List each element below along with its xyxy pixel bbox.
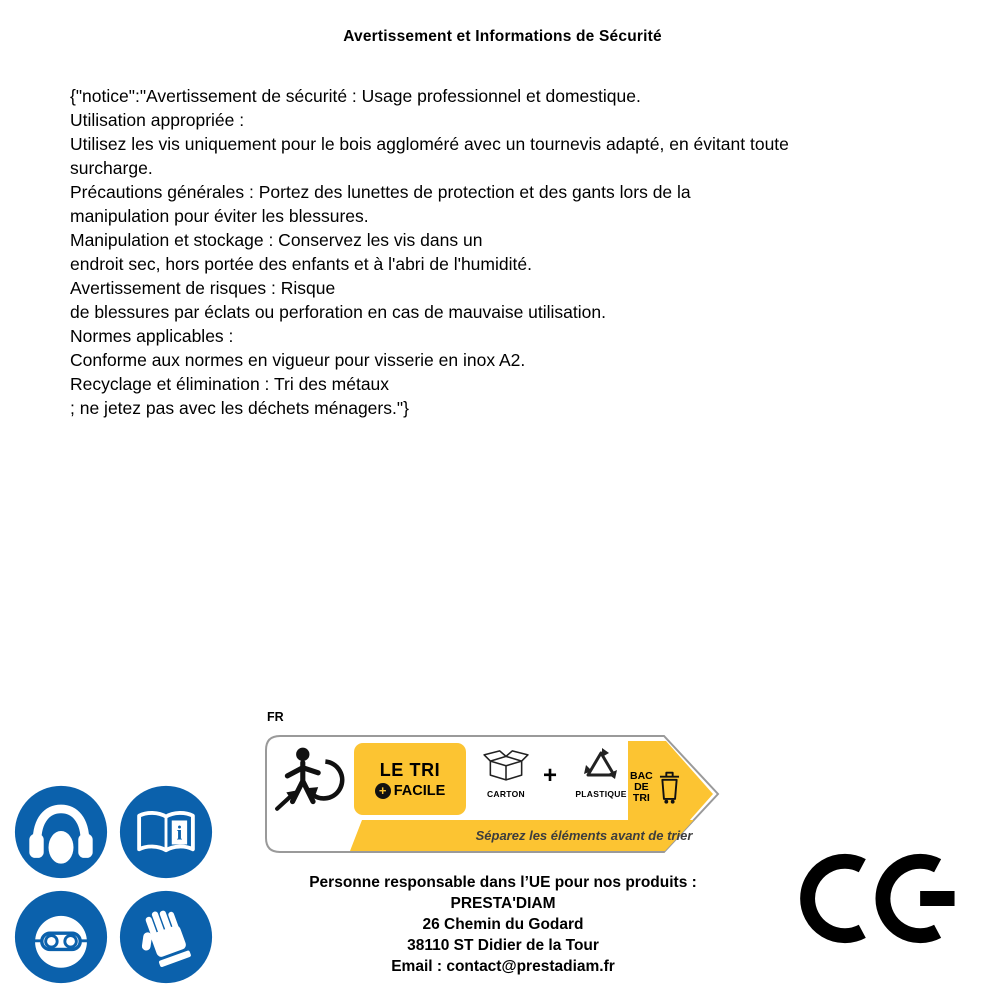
responsible-company: PRESTA'DIAM: [450, 895, 556, 912]
sorting-tagline: Séparez les éléments avant de trier: [475, 828, 693, 843]
notice-line: manipulation pour éviter les blessures.: [70, 206, 369, 226]
mandatory-pictograms: [13, 784, 214, 985]
svg-text:i: i: [176, 822, 183, 845]
eu-responsible-block: [253, 872, 753, 977]
triman-icon: [272, 742, 350, 818]
notice-line: Avertissement de risques : Risque: [70, 278, 336, 298]
notice-line: Précautions générales : Portez des lunettes de protection et des gants lors de la: [70, 182, 691, 202]
material-carton: [470, 747, 542, 799]
ce-marking-logo: [798, 852, 966, 945]
wear-ear-protection-icon: [13, 784, 109, 880]
badge-line2: FACILE: [393, 782, 446, 799]
notice-line: de blessures par éclats ou perforation en cas de mauvaise utilisation.: [70, 302, 606, 322]
responsible-email: Email : contact@prestadiam.fr: [391, 958, 615, 975]
plastique-label: PLASTIQUE: [575, 789, 627, 799]
notice-line: {"notice":"Avertissement de sécurité : Usage professionnel et domestique.: [70, 86, 641, 106]
responsible-street: 26 Chemin du Godard: [422, 916, 584, 933]
recycling-sorting-label: [264, 734, 722, 854]
plastic-recycling-icon: [581, 747, 621, 783]
wear-protective-gloves-icon: [118, 889, 214, 985]
notice-line: Utilisez les vis uniquement pour le bois aggloméré avec un tournevis adapté, en évitant toute: [70, 134, 789, 154]
wear-eye-protection-icon: [13, 889, 109, 985]
notice-line: Utilisation appropriée :: [70, 110, 245, 130]
waste-bin-icon: [656, 766, 683, 808]
read-instruction-manual-icon: [118, 784, 214, 880]
notice-line: Manipulation et stockage : Conservez les vis dans un: [70, 230, 483, 250]
material-plastique: [564, 747, 638, 799]
plus-separator: +: [543, 762, 558, 789]
bac-de-tri-label: BAC DE TRI: [630, 769, 653, 804]
plus-circle-icon: +: [375, 783, 391, 799]
carton-label: CARTON: [486, 789, 525, 799]
le-tri-facile-badge: [354, 743, 466, 815]
bin-flag: [630, 748, 710, 826]
notice-line: ; ne jetez pas avec les déchets ménagers."}: [70, 398, 409, 418]
notice-line: endroit sec, hors portée des enfants et à l'abri de l'humidité.: [70, 254, 532, 274]
responsible-city: 38110 ST Didier de la Tour: [407, 937, 599, 954]
carton-box-icon: [477, 747, 535, 783]
badge-line1: LE TRI: [379, 759, 441, 780]
page-title: Avertissement et Informations de Sécurité: [343, 28, 662, 45]
notice-line: surcharge.: [70, 158, 153, 178]
responsible-line: Personne responsable dans l’UE pour nos produits :: [309, 874, 697, 891]
notice-line: Conforme aux normes en vigueur pour visserie en inox A2.: [70, 350, 526, 370]
notice-line: Recyclage et élimination : Tri des métaux: [70, 374, 390, 394]
notice-line: Normes applicables :: [70, 326, 234, 346]
safety-notice-text: [70, 84, 950, 420]
country-code-label: FR: [267, 710, 284, 724]
